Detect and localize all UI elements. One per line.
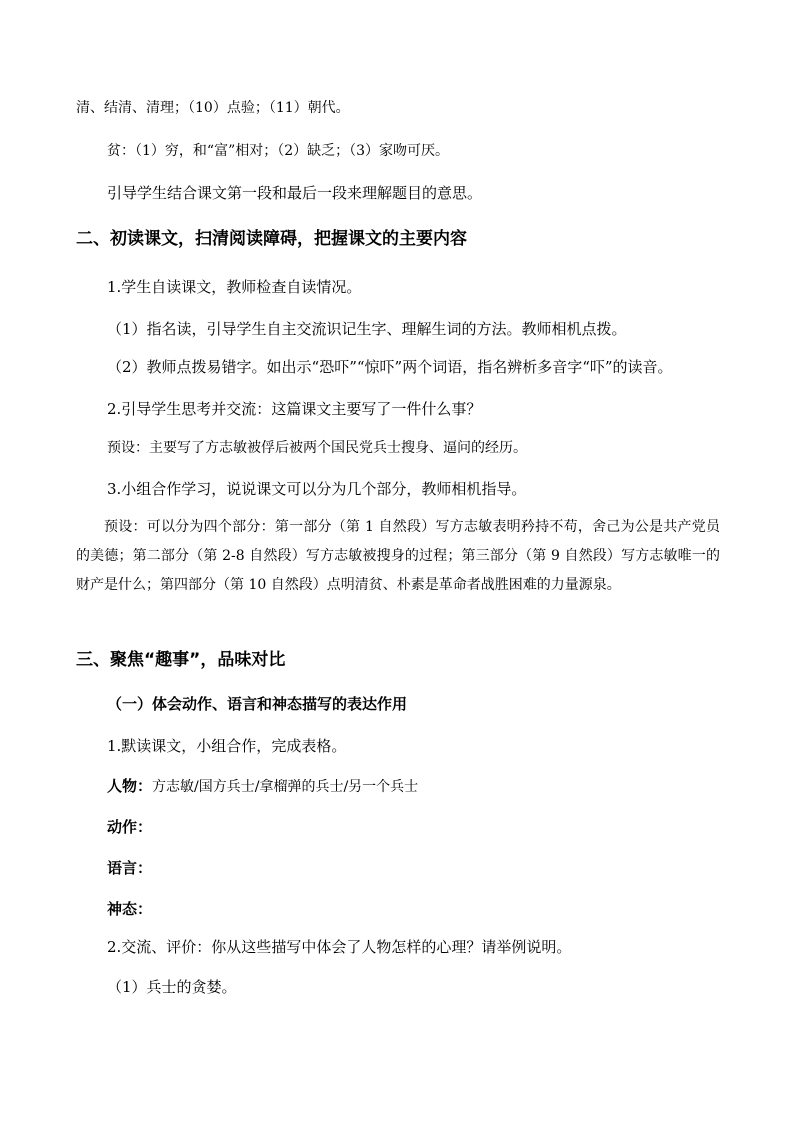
text-line-actions: 动作： bbox=[107, 818, 153, 836]
text-line-step-1-1: （1）指名读，引导学生自主交流识记生字、理解生词的方法。教师相机点拨。 bbox=[107, 320, 627, 338]
text-line-guide-title: 引导学生结合课文第一段和最后一段来理解题目的意思。 bbox=[107, 184, 483, 202]
text-line-task-2-1: （1）兵士的贪婪。 bbox=[107, 978, 237, 996]
text-line-speech: 语言： bbox=[107, 859, 153, 877]
characters-label: 人物： bbox=[107, 777, 153, 795]
characters-value: 方志敏/国方兵士/拿榴弹的兵士/另一个兵士 bbox=[152, 779, 419, 795]
text-line-step-2: 2.引导学生思考并交流：这篇课文主要写了一件什么事？ bbox=[107, 400, 482, 418]
text-line-step-1: 1.学生自读课文，教师检查自读情况。 bbox=[107, 278, 362, 296]
section-heading-2: 二、初读课文，扫清阅读障碍，把握课文的主要内容 bbox=[76, 229, 467, 249]
subsection-heading-1: （一）体会动作、语言和神态描写的表达作用 bbox=[107, 695, 408, 713]
text-line-preset-1: 预设：主要写了方志敏被俘后被两个国民党兵士搜身、逼问的经历。 bbox=[107, 440, 527, 456]
text-line-expression: 神态： bbox=[107, 900, 153, 918]
text-line-step-1-2: （2）教师点拨易错字。如出示“恐吓”“惊吓”两个词语，指名辨析多音字“吓”的读音。 bbox=[107, 358, 673, 376]
section-heading-3: 三、聚焦“趣事”，品味对比 bbox=[76, 650, 286, 670]
text-line-task-2: 2.交流、评价：你从这些描写中体会了人物怎样的心理？请举例说明。 bbox=[107, 938, 572, 956]
text-line-definition-pin: 贫：（1）穷，和“富”相对；（2）缺乏；（3）家吻可厌。 bbox=[107, 143, 450, 159]
paragraph-preset-2: 预设：可以分为四个部分：第一部分（第 1 自然段）写方志敏表明矜持不苟，舍己为公是共产党员的美德；第二部分（第 2-8 自然段）写方志敏被搜身的过程；第三部分（第 9 自然段）写方志敏唯一的财产是什么；第四部分（第 10 自然段）点明清贫、朴素是革命者战胜困难的力量源泉。 bbox=[76, 519, 720, 593]
text-line-task-1: 1.默读课文，小组合作，完成表格。 bbox=[107, 737, 347, 755]
text-line-characters bbox=[107, 776, 418, 797]
text-line-step-3: 3.小组合作学习，说说课文可以分为几个部分，教师相机指导。 bbox=[107, 480, 527, 498]
text-line-definition-end: 清、结清、清理；（10）点验；（11）朝代。 bbox=[76, 100, 350, 116]
